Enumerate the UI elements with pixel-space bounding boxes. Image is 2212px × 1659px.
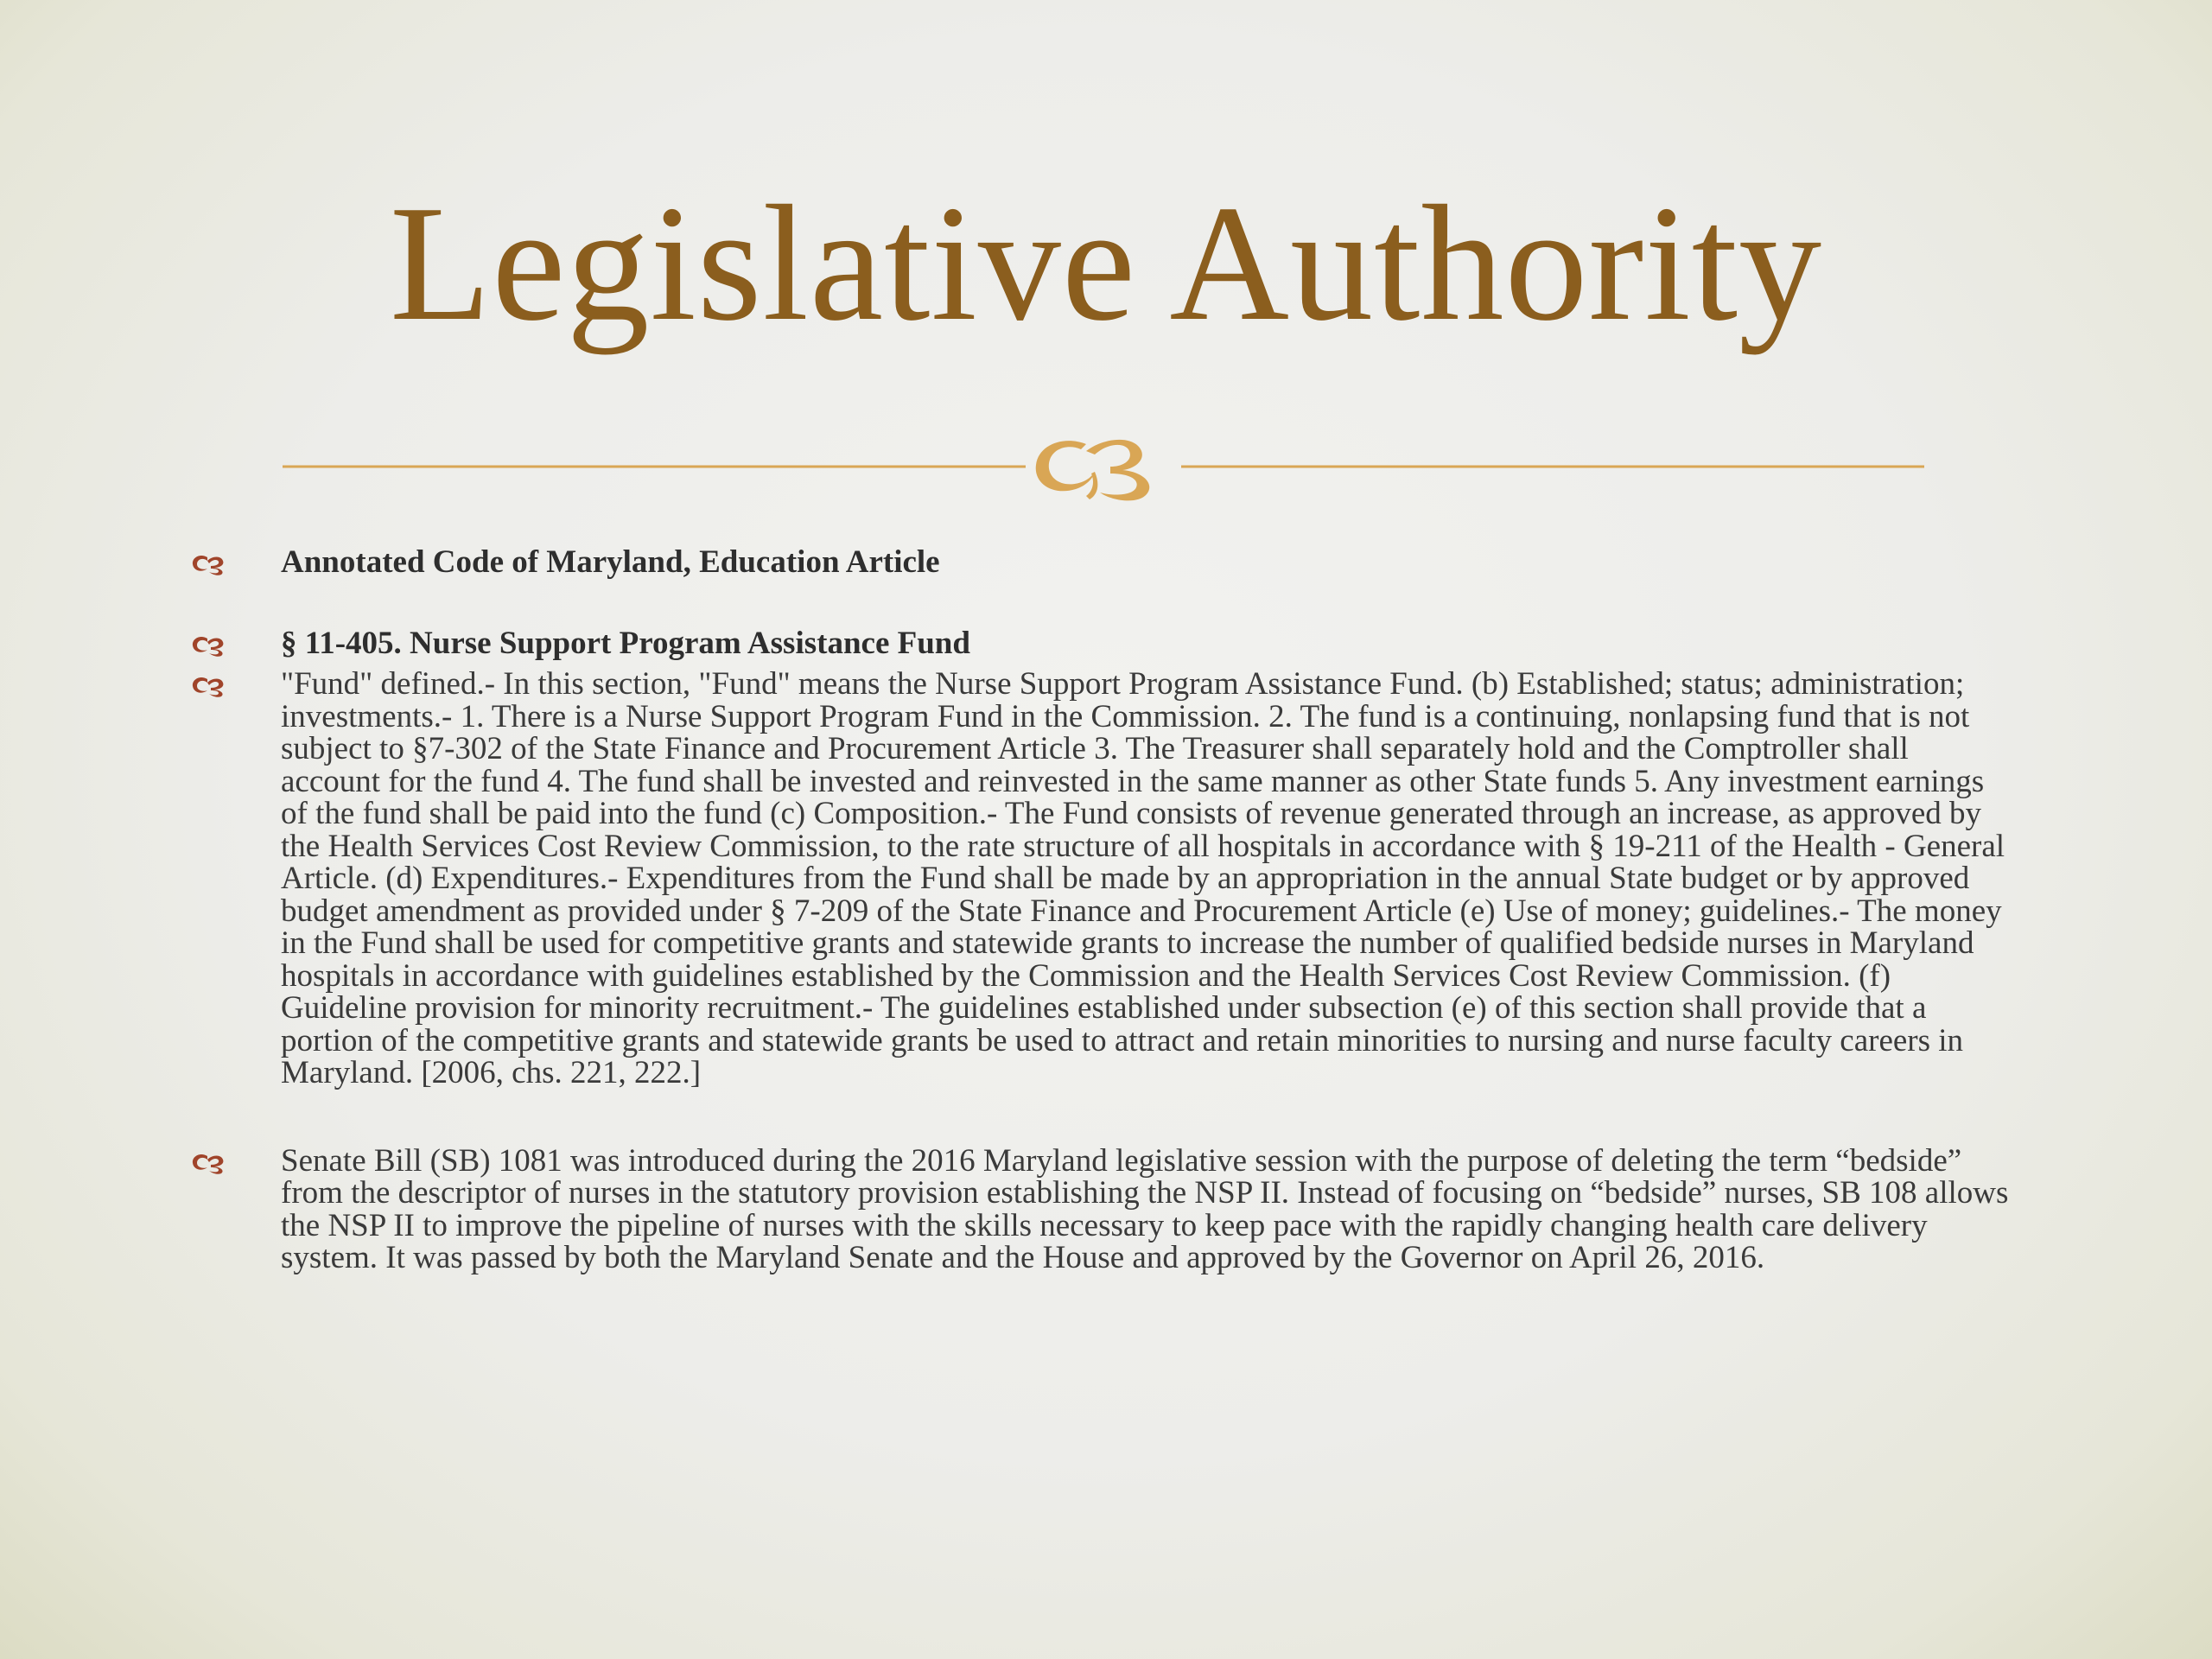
- curl-bullet-icon: [190, 1152, 226, 1174]
- bullet-item-senate-bill: [190, 1142, 2013, 1275]
- bullet-item-fund-definition: [190, 668, 2013, 1090]
- curl-bullet-icon: [190, 553, 226, 575]
- bullet-text: Senate Bill (SB) 1081 was introduced during the 2016 Maryland legislative session with the purpose of deleting the term “bedside” from the descriptor of nurses in the statutory provision establishing the NSP II. Instead of focusing on “bedside” nurses, SB 108 allows the NSP II to improve the pipeline of nurses with the skills necessary to keep pace with the rapidly changing health care delivery system. It was passed by both the Maryland Senate and the House and approved by the Governor on April 26, 2016.: [281, 1142, 2009, 1275]
- bullet-list: [190, 546, 2013, 1274]
- curl-bullet-icon: [190, 675, 226, 697]
- curl-bullet-icon: [190, 634, 226, 657]
- bullet-text: § 11-405. Nurse Support Program Assistance Fund: [281, 625, 970, 661]
- bullet-item-code-article: [190, 546, 2013, 579]
- bullet-text: "Fund" defined.- In this section, "Fund" means the Nurse Support Program Assistance Fund. (b) Established; status; administration; investments.- 1. There is a Nurse Support Program Fund in the Commission. 2. The fund is a continuing, nonlapsing fund that is not subject to §7-302 of the State Finance and Procurement Article 3. The Treasurer shall separately hold and the Comptroller shall account for the fund 4. The fund shall be invested and reinvested in the same manner as other State funds 5. Any investment earnings of the fund shall be paid into the fund (c) Composition.- The Fund consists of revenue generated through an increase, as approved by the Health Services Cost Review Commission, to the rate structure of all hospitals in accordance with § 19-211 of the Health - General Article. (d) Expenditures.- Expenditures from the Fund shall be made by an appropriation in the annual State budget or by approved budget amendment as provided under § 7-209 of the State Finance and Procurement Article (e) Use of money; guidelines.- The money in the Fund shall be used for competitive grants and statewide grants to increase the number of qualified bedside nurses in Maryland hospitals in accordance with guidelines established by the Commission and the Health Services Cost Review Commission. (f) Guideline provision for minority recruitment.- The guidelines established under subsection (e) of this section shall provide that a portion of the competitive grants and statewide grants be used to attract and retain minorities to nursing and nurse faculty careers in Maryland. [2006, chs. 221, 222.]: [281, 666, 2005, 1090]
- slide-title: Legislative Authority: [389, 171, 1823, 355]
- flourish-icon: [283, 432, 1924, 501]
- bullet-text: Annotated Code of Maryland, Education Article: [281, 544, 940, 580]
- bullet-item-section-heading: [190, 627, 2013, 660]
- title-divider: [283, 432, 1924, 501]
